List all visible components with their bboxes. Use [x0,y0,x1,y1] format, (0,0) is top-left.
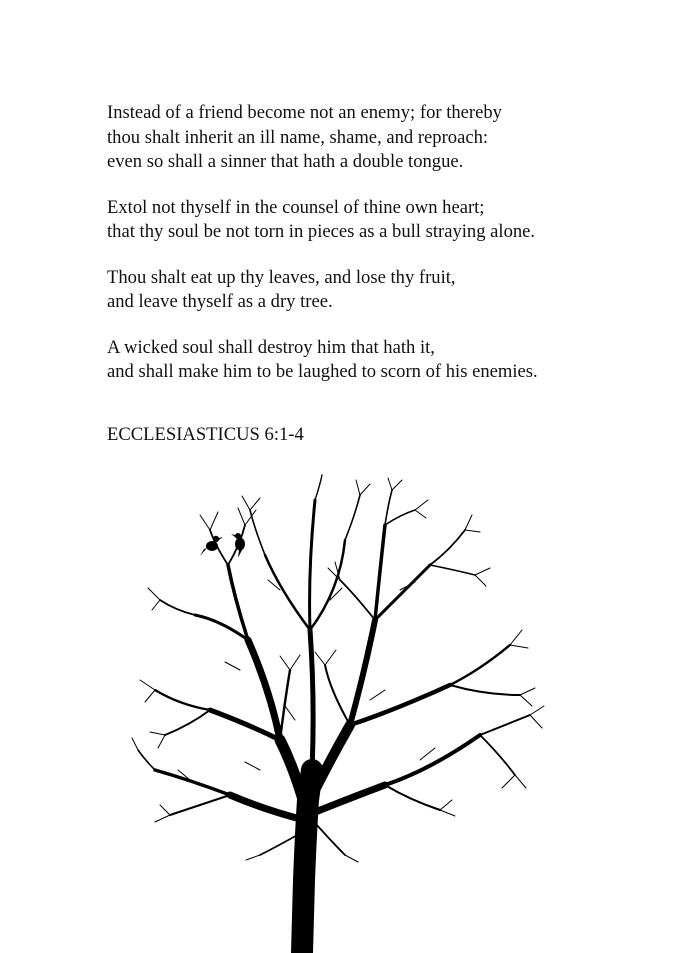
stanza [107,336,672,385]
verse-line: A wicked soul shall destroy him that hath it, [107,336,435,358]
verse-line: thou shalt inherit an ill name, shame, and reproach: [107,126,489,148]
tree-illustration [130,470,550,953]
bird-icon [200,536,223,556]
verse-line: Thou shalt eat up thy leaves, and lose thy fruit, [107,266,456,288]
verse-line: Extol not thyself in the counsel of thine own heart; [107,196,485,218]
verse-line: and leave thyself as a dry tree. [107,291,333,312]
verse-text [107,101,672,406]
verse-line: that thy soul be not torn in pieces as a bull straying alone. [107,221,536,242]
bare-tree-icon [130,470,550,953]
stanza [107,196,672,245]
stanza [107,101,672,175]
stanza [107,266,672,315]
verse-line: Instead of a friend become not an enemy; for thereby [107,102,502,123]
verse-line: and shall make him to be laughed to scorn of his enemies. [107,361,538,382]
citation: ECCLESIASTICUS 6:1-4 [107,424,304,445]
verse-line: even so shall a sinner that hath a double tongue. [107,151,464,172]
